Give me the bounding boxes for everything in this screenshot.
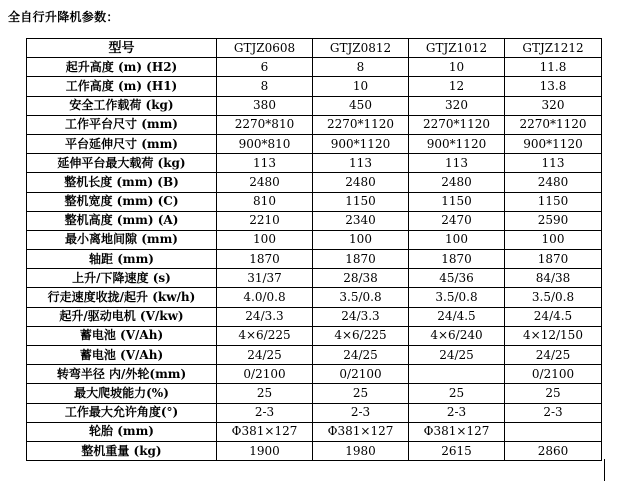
value-cell: 2210 bbox=[217, 211, 313, 230]
value-cell: 100 bbox=[409, 230, 505, 249]
value-cell: 320 bbox=[409, 96, 505, 115]
page-title: 全自行升降机参数： bbox=[8, 10, 119, 24]
value-cell: 0/2100 bbox=[313, 365, 409, 384]
value-cell: 2-3 bbox=[505, 403, 602, 422]
value-cell: 10 bbox=[409, 58, 505, 77]
row-label-cell: 延伸平台最大载荷 (kg) bbox=[27, 154, 217, 173]
table-row bbox=[27, 96, 602, 115]
value-cell: 2340 bbox=[313, 211, 409, 230]
spec-table bbox=[26, 38, 602, 461]
value-cell: 24/3.3 bbox=[313, 307, 409, 326]
table-row bbox=[27, 211, 602, 230]
value-cell: 1870 bbox=[505, 250, 602, 269]
value-cell: 31/37 bbox=[217, 269, 313, 288]
row-label-cell: 蓄电池 (V/Ah) bbox=[27, 346, 217, 365]
value-cell: 2270*1120 bbox=[313, 115, 409, 134]
table-row bbox=[27, 441, 602, 460]
value-cell: 2470 bbox=[409, 211, 505, 230]
row-label-cell: 行走速度收拢/起升 (kw/h) bbox=[27, 288, 217, 307]
value-cell: 28/38 bbox=[313, 269, 409, 288]
value-cell: 24/25 bbox=[409, 346, 505, 365]
value-cell: 100 bbox=[505, 230, 602, 249]
value-cell: 4×6/240 bbox=[409, 326, 505, 345]
value-cell: 450 bbox=[313, 96, 409, 115]
table-row bbox=[27, 422, 602, 441]
value-cell: 8 bbox=[217, 77, 313, 96]
header-model-cell: GTJZ0608 bbox=[217, 39, 313, 58]
value-cell: 2-3 bbox=[313, 403, 409, 422]
row-label-cell: 起升高度 (m) (H2) bbox=[27, 58, 217, 77]
value-cell: 25 bbox=[409, 384, 505, 403]
value-cell: 2480 bbox=[217, 173, 313, 192]
value-cell bbox=[409, 365, 505, 384]
value-cell: 24/25 bbox=[313, 346, 409, 365]
table-row bbox=[27, 230, 602, 249]
table-row bbox=[27, 173, 602, 192]
row-label-cell: 上升/下降速度 (s) bbox=[27, 269, 217, 288]
value-cell: 45/36 bbox=[409, 269, 505, 288]
value-cell: 2270*810 bbox=[217, 115, 313, 134]
value-cell: 25 bbox=[217, 384, 313, 403]
table-row bbox=[27, 77, 602, 96]
value-cell: 1870 bbox=[217, 250, 313, 269]
value-cell: 810 bbox=[217, 192, 313, 211]
row-label-cell: 转弯半径 内/外轮(mm) bbox=[27, 365, 217, 384]
value-cell: 6 bbox=[217, 58, 313, 77]
value-cell: 8 bbox=[313, 58, 409, 77]
value-cell: 4×12/150 bbox=[505, 326, 602, 345]
value-cell: 2480 bbox=[409, 173, 505, 192]
table-row bbox=[27, 384, 602, 403]
table-row bbox=[27, 154, 602, 173]
table-row bbox=[27, 250, 602, 269]
row-label-cell: 工作平台尺寸 (mm) bbox=[27, 115, 217, 134]
value-cell: 24/25 bbox=[505, 346, 602, 365]
table-row bbox=[27, 58, 602, 77]
table-row bbox=[27, 269, 602, 288]
value-cell: 900*810 bbox=[217, 134, 313, 153]
value-cell: 11.8 bbox=[505, 58, 602, 77]
value-cell: 3.5/0.8 bbox=[409, 288, 505, 307]
value-cell: 2270*1120 bbox=[409, 115, 505, 134]
table-row bbox=[27, 192, 602, 211]
row-label-cell: 最大爬坡能力(%) bbox=[27, 384, 217, 403]
value-cell: 24/3.3 bbox=[217, 307, 313, 326]
value-cell: 2480 bbox=[505, 173, 602, 192]
row-label-cell: 工作最大允许角度(°) bbox=[27, 403, 217, 422]
header-label-cell: 型号 bbox=[27, 39, 217, 58]
row-label-cell: 安全工作载荷 (kg) bbox=[27, 96, 217, 115]
value-cell: 100 bbox=[217, 230, 313, 249]
value-cell: 24/25 bbox=[217, 346, 313, 365]
value-cell: 10 bbox=[313, 77, 409, 96]
value-cell: 25 bbox=[313, 384, 409, 403]
value-cell: 0/2100 bbox=[217, 365, 313, 384]
table-row bbox=[27, 326, 602, 345]
row-label-cell: 整机长度 (mm) (B) bbox=[27, 173, 217, 192]
table-row bbox=[27, 346, 602, 365]
value-cell: 320 bbox=[505, 96, 602, 115]
value-cell: 3.5/0.8 bbox=[505, 288, 602, 307]
value-cell: 380 bbox=[217, 96, 313, 115]
value-cell: Φ381×127 bbox=[409, 422, 505, 441]
row-label-cell: 最小离地间隙 (mm) bbox=[27, 230, 217, 249]
header-model-cell: GTJZ1012 bbox=[409, 39, 505, 58]
row-label-cell: 起升/驱动电机 (V/kw) bbox=[27, 307, 217, 326]
value-cell: 2590 bbox=[505, 211, 602, 230]
value-cell: Φ381×127 bbox=[217, 422, 313, 441]
value-cell: 4.0/0.8 bbox=[217, 288, 313, 307]
value-cell: 113 bbox=[313, 154, 409, 173]
value-cell: 2-3 bbox=[409, 403, 505, 422]
value-cell: 113 bbox=[505, 154, 602, 173]
row-label-cell: 蓄电池 (V/Ah) bbox=[27, 326, 217, 345]
value-cell: 1900 bbox=[217, 441, 313, 460]
value-cell: 1870 bbox=[409, 250, 505, 269]
value-cell: 900*1120 bbox=[313, 134, 409, 153]
value-cell: 84/38 bbox=[505, 269, 602, 288]
value-cell: 113 bbox=[409, 154, 505, 173]
value-cell: 900*1120 bbox=[505, 134, 602, 153]
value-cell: 1150 bbox=[313, 192, 409, 211]
row-label-cell: 轴距 (mm) bbox=[27, 250, 217, 269]
table-header-row bbox=[27, 39, 602, 58]
row-label-cell: 整机重量 (kg) bbox=[27, 441, 217, 460]
value-cell: 1150 bbox=[505, 192, 602, 211]
value-cell: 4×6/225 bbox=[313, 326, 409, 345]
table-row bbox=[27, 307, 602, 326]
divider-line bbox=[604, 459, 605, 481]
value-cell bbox=[505, 422, 602, 441]
value-cell: 25 bbox=[505, 384, 602, 403]
table-row bbox=[27, 365, 602, 384]
table-row bbox=[27, 134, 602, 153]
header-model-cell: GTJZ0812 bbox=[313, 39, 409, 58]
value-cell: 1870 bbox=[313, 250, 409, 269]
row-label-cell: 工作高度 (m) (H1) bbox=[27, 77, 217, 96]
value-cell: 1150 bbox=[409, 192, 505, 211]
value-cell: 1980 bbox=[313, 441, 409, 460]
value-cell: 24/4.5 bbox=[409, 307, 505, 326]
header-model-cell: GTJZ1212 bbox=[505, 39, 602, 58]
value-cell: 113 bbox=[217, 154, 313, 173]
value-cell: 2480 bbox=[313, 173, 409, 192]
table-row bbox=[27, 288, 602, 307]
row-label-cell: 平台延伸尺寸 (mm) bbox=[27, 134, 217, 153]
value-cell: Φ381×127 bbox=[313, 422, 409, 441]
value-cell: 0/2100 bbox=[505, 365, 602, 384]
row-label-cell: 整机高度 (mm) (A) bbox=[27, 211, 217, 230]
value-cell: 2270*1120 bbox=[505, 115, 602, 134]
value-cell: 2860 bbox=[505, 441, 602, 460]
value-cell: 13.8 bbox=[505, 77, 602, 96]
value-cell: 100 bbox=[313, 230, 409, 249]
table-row bbox=[27, 115, 602, 134]
value-cell: 24/4.5 bbox=[505, 307, 602, 326]
table-row bbox=[27, 403, 602, 422]
value-cell: 4×6/225 bbox=[217, 326, 313, 345]
row-label-cell: 轮胎 (mm) bbox=[27, 422, 217, 441]
value-cell: 2615 bbox=[409, 441, 505, 460]
value-cell: 2-3 bbox=[217, 403, 313, 422]
value-cell: 900*1120 bbox=[409, 134, 505, 153]
row-label-cell: 整机宽度 (mm) (C) bbox=[27, 192, 217, 211]
value-cell: 3.5/0.8 bbox=[313, 288, 409, 307]
value-cell: 12 bbox=[409, 77, 505, 96]
